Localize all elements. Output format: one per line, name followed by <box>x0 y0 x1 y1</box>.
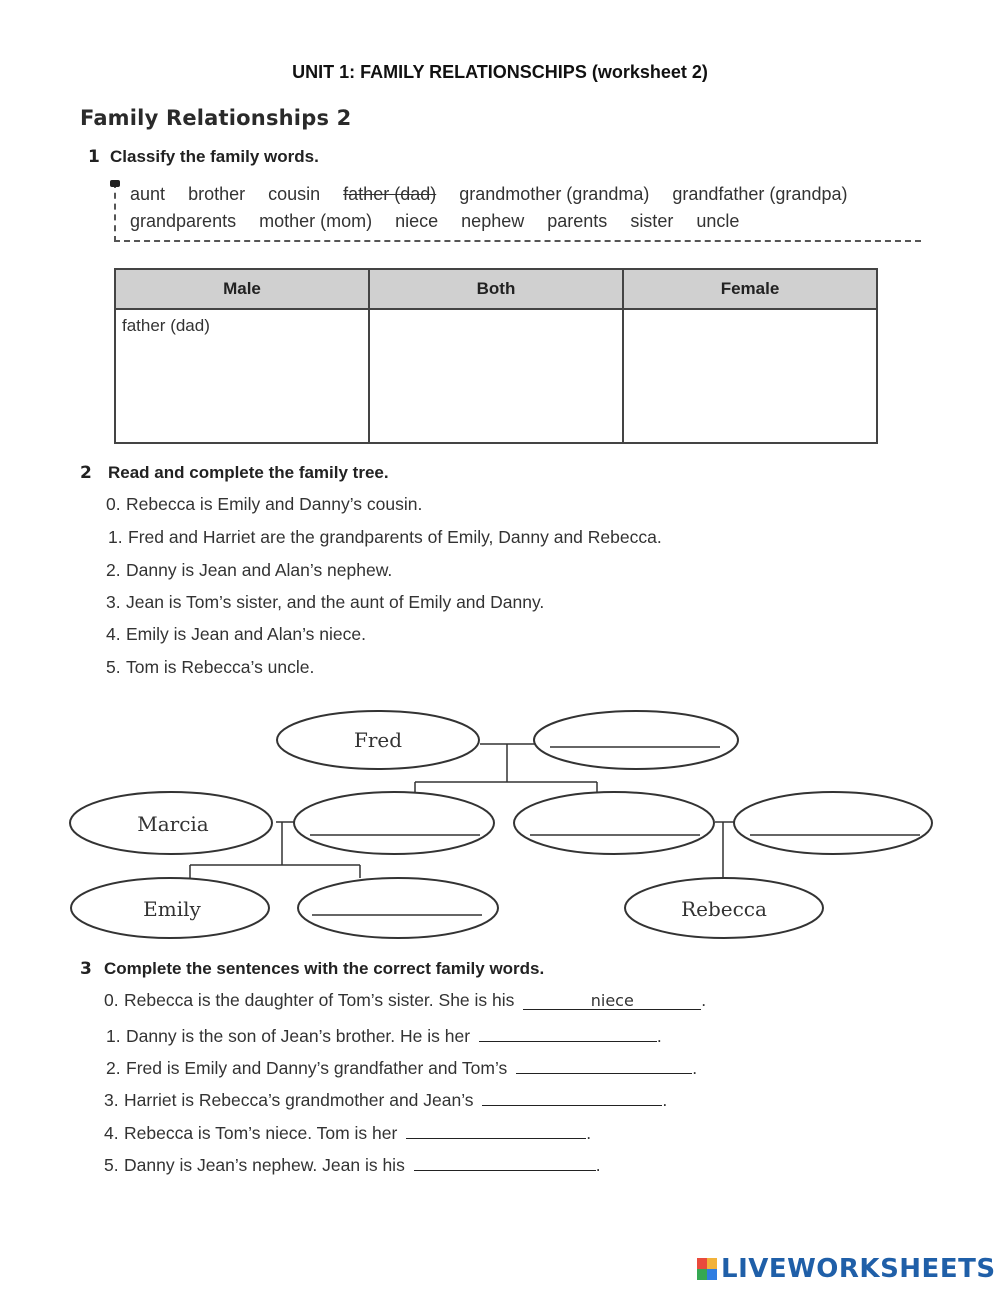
header-male: Male <box>115 269 369 309</box>
s3-answer-5[interactable] <box>414 1152 596 1171</box>
word-uncle[interactable]: uncle <box>696 211 740 231</box>
cell-female[interactable] <box>623 309 877 443</box>
s2-sentence-2 <box>106 560 392 581</box>
cell-both[interactable] <box>369 309 623 443</box>
s3-sentence-1 <box>106 1023 662 1047</box>
s3-text-5: Danny is Jean’s nephew. Jean is his <box>124 1155 405 1175</box>
s2-num-1: 1. <box>108 527 123 547</box>
s3-answer-2[interactable] <box>516 1055 692 1074</box>
liveworksheets-logo-icon <box>697 1258 717 1280</box>
section-3-heading-text: Complete the sentences with the correct family words. <box>104 959 545 978</box>
s3-num-2: 2. <box>106 1058 121 1078</box>
s2-sentence-3 <box>106 592 544 613</box>
word-grandparents[interactable]: grandparents <box>130 211 237 231</box>
section-2-heading <box>80 463 389 483</box>
section-1-heading-text: Classify the family words. <box>110 147 319 166</box>
word-grandfather[interactable]: grandfather (grandpa) <box>672 184 848 204</box>
s3-num-4: 4. <box>104 1123 119 1143</box>
section-1-number: 1 <box>88 147 100 167</box>
s2-sentence-1 <box>108 527 662 548</box>
word-niece[interactable]: niece <box>395 211 439 231</box>
s3-end-5: . <box>595 1155 601 1175</box>
worksheet-title: UNIT 1: FAMILY RELATIONSCHIPS (worksheet 2) <box>292 62 708 82</box>
header-both: Both <box>369 269 623 309</box>
classify-table <box>114 268 878 444</box>
s3-text-4: Rebecca is Tom’s niece. Tom is her <box>124 1123 398 1143</box>
s3-end-1: . <box>656 1026 662 1046</box>
s2-num-0: 0. <box>106 494 121 514</box>
word-father[interactable]: father (dad) <box>343 184 437 204</box>
tree-label-rebecca: Rebecca <box>681 897 767 921</box>
s2-text-0: Rebecca is Emily and Danny’s cousin. <box>126 494 423 514</box>
liveworksheets-brand[interactable] <box>697 1254 996 1284</box>
s3-sentence-3 <box>104 1087 667 1111</box>
s2-text-4: Emily is Jean and Alan’s niece. <box>126 624 366 644</box>
s2-num-3: 3. <box>106 592 121 612</box>
tree-label-marcia: Marcia <box>137 812 209 836</box>
tree-node-aunt[interactable] <box>514 792 714 854</box>
word-grandmother[interactable]: grandmother (grandma) <box>459 184 650 204</box>
pin-icon <box>110 180 120 187</box>
s2-sentence-4 <box>106 624 366 645</box>
s3-num-0: 0. <box>104 990 119 1010</box>
tree-node-grandmother[interactable] <box>534 711 738 769</box>
s3-num-5: 5. <box>104 1155 119 1175</box>
s3-answer-3[interactable] <box>482 1087 662 1106</box>
header-female: Female <box>623 269 877 309</box>
word-sister[interactable]: sister <box>630 211 674 231</box>
s3-end-3: . <box>662 1090 668 1110</box>
section-3-heading <box>80 959 544 979</box>
word-aunt[interactable]: aunt <box>130 184 166 204</box>
s3-end-0: . <box>701 990 707 1010</box>
word-brother[interactable]: brother <box>188 184 246 204</box>
section-2-heading-text: Read and complete the family tree. <box>108 463 389 482</box>
s3-answer-4[interactable] <box>406 1120 586 1139</box>
worksheet-subtitle: Family Relationships 2 <box>80 106 352 130</box>
s3-answer-1[interactable] <box>479 1023 657 1042</box>
s3-sentence-5 <box>104 1152 601 1176</box>
s2-text-1: Fred and Harriet are the grandparents of Emily, Danny and Rebecca. <box>128 527 662 547</box>
s3-text-3: Harriet is Rebecca’s grandmother and Jean’s <box>124 1090 474 1110</box>
s3-text-0: Rebecca is the daughter of Tom’s sister. She is his <box>124 990 515 1010</box>
s3-text-2: Fred is Emily and Danny’s grandfather and Tom’s <box>126 1058 508 1078</box>
tree-label-fred: Fred <box>353 728 403 752</box>
word-bank <box>114 182 921 242</box>
s2-sentence-0 <box>106 494 422 515</box>
section-2-number: 2 <box>80 463 92 483</box>
word-mother[interactable]: mother (mom) <box>259 211 373 231</box>
section-1-heading <box>88 147 319 167</box>
s3-sentence-4 <box>104 1120 591 1144</box>
s2-sentence-5 <box>106 657 314 678</box>
tree-node-father[interactable] <box>294 792 494 854</box>
s2-text-5: Tom is Rebecca’s uncle. <box>126 657 315 677</box>
s3-num-1: 1. <box>106 1026 121 1046</box>
tree-node-uncle[interactable] <box>734 792 932 854</box>
s3-end-4: . <box>586 1123 592 1143</box>
tree-node-danny[interactable] <box>298 878 498 938</box>
s3-end-2: . <box>692 1058 698 1078</box>
word-nephew[interactable]: nephew <box>461 211 525 231</box>
s2-num-2: 2. <box>106 560 121 580</box>
s2-num-4: 4. <box>106 624 121 644</box>
word-cousin[interactable]: cousin <box>268 184 321 204</box>
s3-sentence-2 <box>106 1055 697 1079</box>
s3-text-1: Danny is the son of Jean’s brother. He is her <box>126 1026 471 1046</box>
s3-num-3: 3. <box>104 1090 119 1110</box>
section-3-number: 3 <box>80 959 92 979</box>
family-tree <box>60 700 950 950</box>
tree-label-emily: Emily <box>143 897 201 921</box>
word-bank-line-1 <box>130 184 847 205</box>
s3-sentence-0 <box>104 990 706 1011</box>
s2-num-5: 5. <box>106 657 121 677</box>
liveworksheets-name: LIVEWORKSHEETS <box>721 1254 996 1284</box>
word-parents[interactable]: parents <box>547 211 608 231</box>
s2-text-3: Jean is Tom’s sister, and the aunt of Emily and Danny. <box>126 592 545 612</box>
word-bank-line-2 <box>130 211 757 232</box>
cell-male[interactable]: father (dad) <box>115 309 369 443</box>
s3-answer-0[interactable]: niece <box>523 991 701 1010</box>
s2-text-2: Danny is Jean and Alan’s nephew. <box>126 560 393 580</box>
